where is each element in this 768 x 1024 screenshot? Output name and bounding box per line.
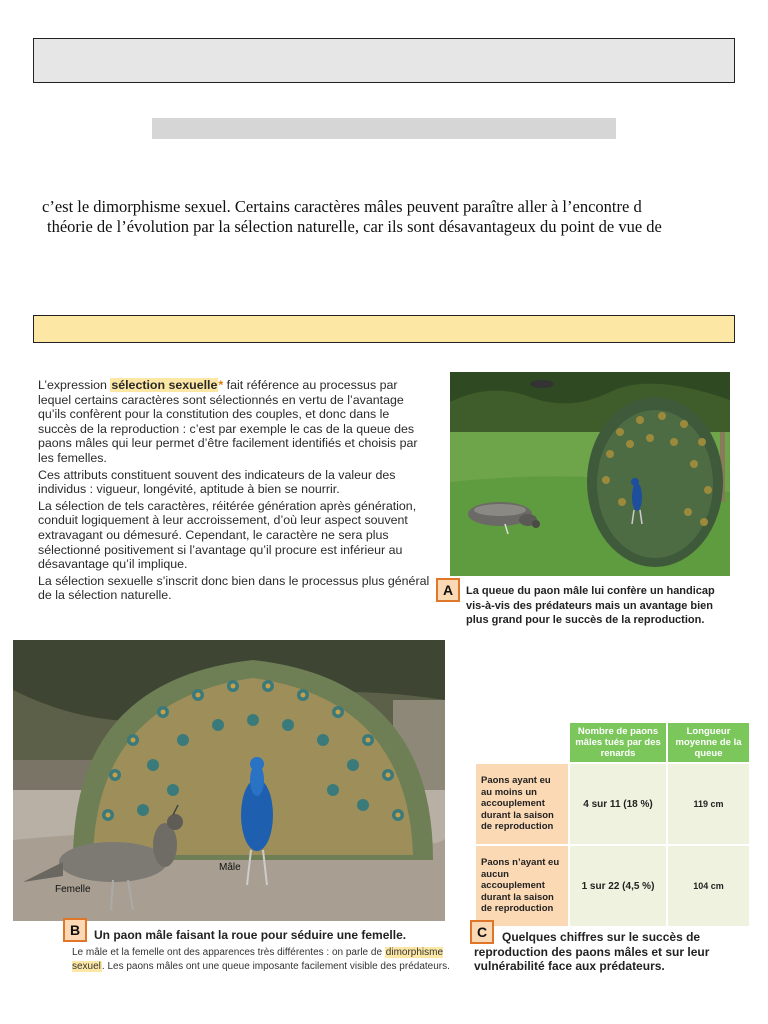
row-label: Paons ayant eu au moins un accouplement durant la saison de reproduction xyxy=(476,764,568,844)
cell-killed: 1 sur 22 (4,5 %) xyxy=(570,846,666,926)
data-table-c xyxy=(474,721,751,928)
header-tail: Longueur moyenne de la queue xyxy=(668,723,749,762)
paragraph-1 xyxy=(38,378,430,466)
paragraph-4: La sélection sexuelle s’inscrit donc bien dans le processus plus général de la sélection naturelle. xyxy=(38,573,430,603)
section-banner xyxy=(33,315,735,343)
table-corner xyxy=(476,723,568,762)
intro-line-2: théorie de l’évolution par la sélection naturelle, car ils sont désavantageux du point de vue de xyxy=(47,217,662,236)
caption-b-text xyxy=(72,946,452,973)
doc-letter-c: C xyxy=(470,920,494,944)
paragraph-3: La sélection de tels caractères, réitérée génération après génération, conduit logiquement à leur accroissement, d’où leur aspect souvent extravagant ou démesuré. Cependant, le caractère ne sera plus sélectionné positivement si l’avantage qu’il procure est inférieur au désavantage qu’il implique. xyxy=(38,498,417,572)
table-row xyxy=(476,846,749,926)
term-dimorphisme: dimorphisme sexuel xyxy=(72,947,444,972)
caption-a: La queue du paon mâle lui confère un handicap vis-à-vis des prédateurs mais un avantage bien plus grand pour le succès de la reproduction. xyxy=(466,585,715,626)
cell-tail: 104 cm xyxy=(668,846,749,926)
table-header-row xyxy=(476,723,749,762)
peacock-photo-a xyxy=(450,372,730,576)
caption-c-text: Quelques chiffres sur le succès de reproduction des paons mâles et sur leur vulnérabilité face aux prédateurs. xyxy=(474,930,710,973)
p1-rest: fait référence au processus par lequel certains caractères sont sélectionnés en vertu de l’avantage qu’ils confèrent pour la constitution des couples, et donc dans le succès de la reproduction : c’est par exemple le cas de la queue des paons mâles qui leur permet d’être facilement identifiés et choisis par les femelles. xyxy=(38,378,418,465)
paragraph-2: Ces attributs constituent souvent des indicateurs de la valeur des individus : vigueur, longévité, aptitude à bien se nourrir. xyxy=(38,467,396,497)
caption-b-start: Le mâle et la femelle ont des apparences très différentes : on parle de xyxy=(72,947,385,958)
row-label: Paons n’ayant eu aucun accouplement durant la saison de reproduction xyxy=(476,846,568,926)
table-row xyxy=(476,764,749,844)
doc-letter-a: A xyxy=(436,578,460,602)
header-killed: Nombre de paons mâles tués par des renards xyxy=(570,723,666,762)
caption-b-end: . Les paons mâles ont une queue imposante facilement visible des prédateurs. xyxy=(101,960,450,972)
cell-killed: 4 sur 11 (18 %) xyxy=(570,764,666,844)
explanation-text xyxy=(38,378,430,605)
caption-c xyxy=(474,930,734,974)
caption-b-title: Un paon mâle faisant la roue pour séduire une femelle. xyxy=(94,928,407,942)
peacock-photo-b xyxy=(13,640,445,921)
intro-line-1: c’est le dimorphisme sexuel. Certains caractères mâles peuvent paraître aller à l’encontre d xyxy=(42,197,642,216)
p1-start: L’expression xyxy=(38,378,111,392)
doc-letter-b: B xyxy=(63,918,87,942)
title-box xyxy=(33,38,735,83)
term-selection-sexuelle: sélection sexuelle xyxy=(111,378,218,392)
subtitle-bar xyxy=(152,118,616,139)
label-male: Mâle xyxy=(219,862,241,873)
intro-text xyxy=(42,197,742,237)
glossary-star: * xyxy=(218,378,224,392)
label-female: Femelle xyxy=(55,884,91,895)
cell-tail: 119 cm xyxy=(668,764,749,844)
